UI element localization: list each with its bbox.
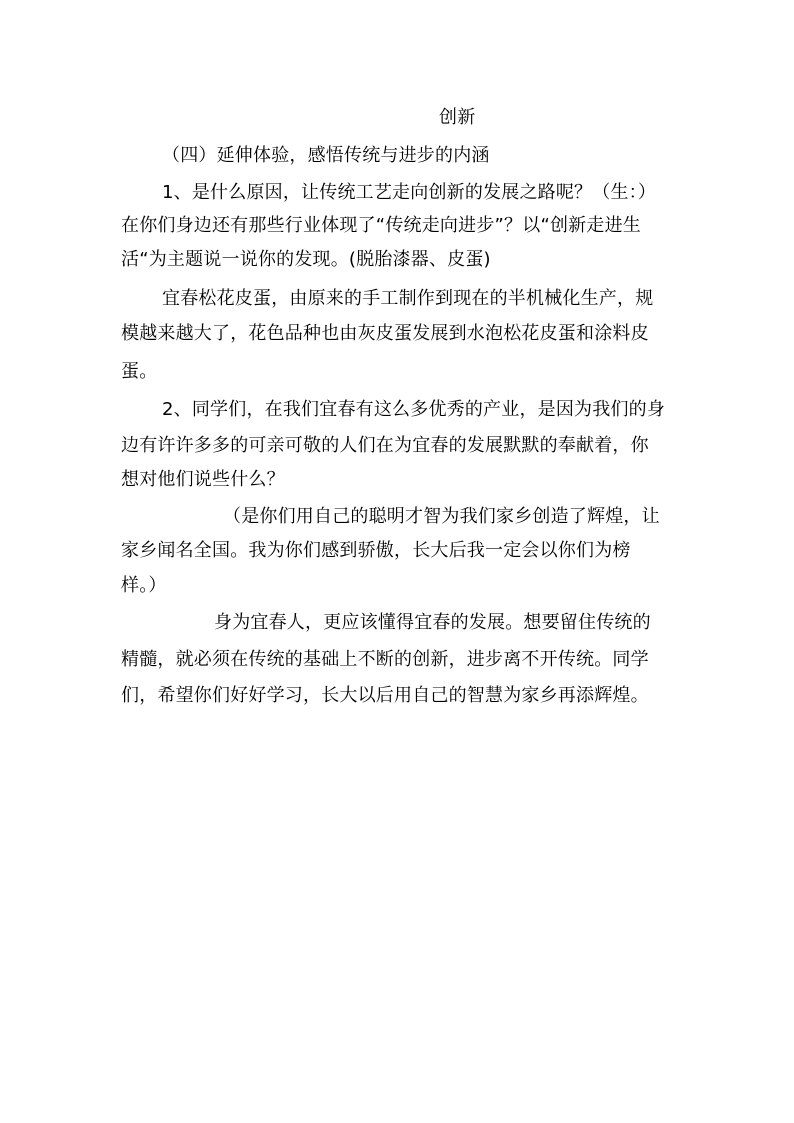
question-1-line-3: 活“为主题说一说你的发现。(脱胎漆器、皮蛋) (121, 249, 491, 270)
answer-line-2: 家乡闻名全国。我为你们感到骄傲，长大后我一定会以你们为榜 (121, 540, 631, 561)
example-line-2: 模越来越大了，花色品种也由灰皮蛋发展到水泡松花皮蛋和涂料皮 (121, 323, 649, 344)
question-1-line-2: 在你们身边还有那些行业体现了“传统走向进步”？以“创新走进生 (121, 215, 641, 236)
question-2-line-3: 想对他们说些什么？ (121, 469, 285, 490)
closing-line-3: 们，希望你们好好学习，长大以后用自己的智慧为家乡再添辉煌。 (121, 685, 649, 706)
question-2-line-2: 边有许许多多的可亲可敬的人们在为宜春的发展默默的奉献着，你 (121, 435, 649, 456)
example-line-1: 宜春松花皮蛋，由原来的手工制作到现在的半机械化生产，规 (162, 288, 654, 309)
document-heading: 创新 (439, 107, 476, 128)
answer-line-3: 样。） (121, 575, 167, 596)
question-1-line-1: 1、是什么原因，让传统工艺走向创新的发展之路呢？（生：） (162, 182, 657, 203)
section-title: （四）延伸体验，感悟传统与进步的内涵 (162, 145, 490, 166)
answer-line-1: （是你们用自己的聪明才智为我们家乡创造了辉煌，让 (223, 506, 660, 527)
closing-line-1: 身为宜春人，更应该懂得宜春的发展。想要留住传统的 (214, 612, 651, 633)
example-line-3: 蛋。 (121, 361, 158, 382)
question-2-line-1: 2、同学们，在我们宜春有这么多优秀的产业，是因为我们的身 (162, 399, 666, 420)
closing-line-2: 精髓，就必须在传统的基础上不断的创新，进步离不开传统。同学 (121, 649, 649, 670)
